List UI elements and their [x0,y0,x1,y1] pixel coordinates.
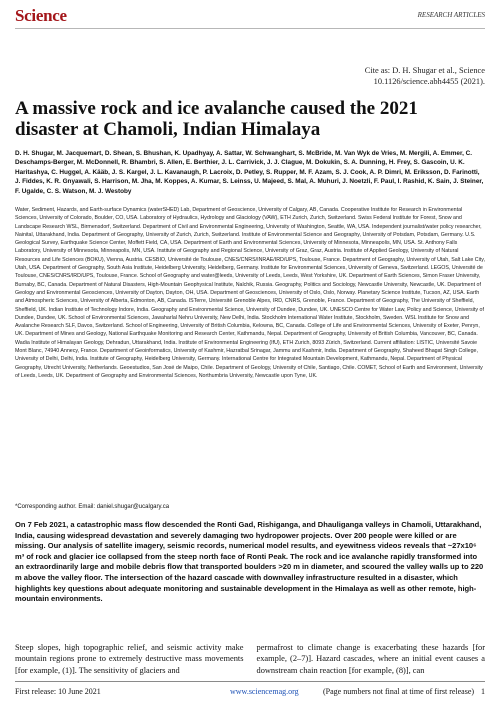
body-text [15,642,485,676]
page-number-note: (Page numbers not final at time of first release) [323,687,475,696]
body-column-left: Steep slopes, high topographic relief, and seismic activity make mountain regions prone to extremely destructive mass movements [for example, (1)]. The sensitivity of glaciers and [15,643,244,675]
affiliations: Water, Sediment, Hazards, and Earth-surface Dynamics (waterSHED) Lab, Department of Geoscience, University of Calgary, AB, Canada. Cooperative Institute for Research in Environmental Sciences, University of Colorado, Boulder, CO, USA. Laboratory of Hydraulics, Hydrology and Glaciology (VAW), ETH Zurich, Zurich, Switzerland. Swiss Federal Institute for Forest, Snow and Landscape Research WSL, Birmensdorf, Switzerland. Department of Civil and Environmental Engineering, University of Washington, Seattle, WA, USA. Independent journalist/water policy researcher, Nainital, Uttarakhand, India. Department of Geography, University of Zurich, Zurich, Switzerland. Institute of Environmental Science and Geography, University of Potsdam, Potsdam, Germany. U.S. Geological Survey, Earthquake Science Center, Moffett Field, CA, USA. Department of Earth and Environmental Sciences, University of Minnesota, Minneapolis, MN, USA. St. Anthony Falls Laboratory, University of Minnesota, Minneapolis, MN, USA. Institute of Geography and Regional Science, University of Graz, Graz, Austria. Institute of Applied Geology, University of Natural Resources and Life Sciences (BOKU), Vienna, Austria. CESBIO, Université de Toulouse, CNES/CNRS/INRAE/IRD/UPS, Toulouse, France. Department of Geography, University of Utah, Salt Lake City, Utah, USA. Department of Geography, South Asia Institute, Heidelberg University, Heidelberg, Germany. Institute for Environmental Sciences, University of Geneva, Switzerland. LEGOS, Université de Toulouse, CNES/CNRS/IRD/UPS, Toulouse, France. School of Geography and water@leeds, University of Leeds, Leeds, West Yorkshire, UK. Department of Earth Sciences, Simon Fraser University, Burnaby, BC, Canada. Department of Natural Disasters, High-Mountain Geophysical Institute, Nalchik, Russia. Geography, Politics and Sociology, Newcastle University, Newcastle, UK. Department of Geology and Environmental Geosciences, University of Dayton, Dayton, OH, USA. Department of Geosciences, University of Oslo, Oslo, Norway. Planetary Science Institute, Tucson, AZ, USA. Earth and Atmospheric Sciences, University of Alberta, Edmonton, AB, Canada. ISTerre, Université Grenoble Alpes, IRD, CNRS, Grenoble, France. Department of Geography, The University of Sheffield, Sheffield, UK. Indian Institute of Technology Indore, India. Geography and Environmental Science, University of Dundee, Dundee, UK. UNESCO Centre for Water Law, Policy and Science, University of Dundee, Dundee, UK. School of Environmental Sciences, Jawaharlal Nehru University, New Delhi, India. Stockholm International Water Institute, Stockholm, Sweden. WSL Institute for Snow and Avalanche Research SLF, Davos, Switzerland. School of Engineering, University of British Columbia, Kelowna, BC, Canada. College of Life and Environmental Sciences, University of Exeter, Penryn, UK. Department of Mines and Geology, National Earthquake Monitoring and Research Center, Kathmandu, Nepal. Department of Geography, University of British Columbia, Vancouver, BC, Canada. Wadia Institute of Himalayan Geology, Dehradun, Uttarakhand, India. Institute of Environmental Engineering (IfU), ETH Zurich, 8093 Zürich, Switzerland. Current affiliation: LISTIC, Université Savoie Mont Blanc, 74940 Annecy, France. Department of Geoinformatics, University of Kashmir, Hazratbal Srinagar, Jammu and Kashmir, India. Department of Geography, Shaheed Bhagat Singh College, University of Delhi, Delhi, India. Institute of Geography, Heidelberg University, Germany. International Centre for Integrated Mountain Development, Kathmandu, Nepal. Department of Physical Geography, Utrecht University, Netherlands. Geoestudios, San José de Maipo, Chile. Department of Geology, University of Chile, Santiago, Chile. COMET, School of Earth and Environment, University of Leeds, Leeds, UK. Department of Geography and Environmental Sciences, Northumbria University, Newcastle upon Tyne, UK. [15,207,485,379]
page-footer [15,686,485,697]
journal-link[interactable]: www.sciencemag.org [230,687,299,696]
journal-logo[interactable]: Science [15,6,67,25]
page-number: 1 [481,687,485,696]
abstract: On 7 Feb 2021, a catastrophic mass flow descended the Ronti Gad, Rishiganga, and Dhauliganga valleys in Chamoli, Uttarakhand, India, causing widespread devastation and severely damaging two hydropower projects. Over 200 people were killed or are missing. Our analysis of satellite imagery, seismic records, numerical model results, and eyewitness videos reveals that ~27x10⁶ m³ of rock and glacier ice collapsed from the steep north face of Ronti Peak. The rock and ice avalanche rapidly transformed into an extraordinarily large and mobile debris flow that transported boulders >20 m in diameter, and scoured the valley walls up to 220 m above the valley floor. The intersection of the hazard cascade with downvalley infrastructure resulted in a disaster, which highlights key questions about adequate monitoring and sustainable development in the Himalaya as well as other remote, high-mountain environments. [15,520,484,604]
release-date: First release: 10 June 2021 [15,687,101,696]
body-column-right: permafrost to climate change is exacerbating these hazards [for example, (2–7)]. Hazard cascades, where an initial event causes a downstream chain reaction [for example, (8)], can [256,643,485,675]
citation-line-1: Cite as: D. H. Shugar et al., Science [364,66,485,75]
header-divider [15,28,485,29]
citation-line-2: 10.1126/science.abh4455 (2021). [373,77,485,86]
article-title: A massive rock and ice avalanche caused the 2021 disaster at Chamoli, Indian Himalaya [15,98,418,140]
section-label: RESEARCH ARTICLES [417,11,485,19]
journal-header [15,6,485,26]
citation-block [255,65,485,87]
author-list: D. H. Shugar, M. Jacquemart, D. Shean, S. Bhushan, K. Upadhyay, A. Sattar, W. Schwanghart, S. McBride, M. Van Wyk de Vries, M. Mergili, A. Emmer, C. Deschamps-Berger, M. McDonnell, R. Bhambri, S. Allen, E. Berthier, J. L. Carrivick, J. J. Clague, M. Dokukin, S. A. Dunning, H. Frey, S. Gascoin, U. K. Haritashya, C. Huggel, A. Kääb, J. S. Kargel, J. L. Kavanaugh, P. Lacroix, D. Petley, S. Rupper, M. F. Azam, S. J. Cook, A. P. Dimri, M. Eriksson, D. Farinotti, J. Fiddes, K. R. Gnyawali, S. Harrison, M. Jha, M. Koppes, A. Kumar, S. Leinss, U. Majeed, S. Mal, A. Muhuri, J. Noetzli, F. Paul, I. Rashid, K. Sain, J. Steiner, F. Ugalde, C. S. Watson, M. J. Westoby [15,150,484,195]
footer-divider [15,681,485,682]
corresponding-author: *Corresponding author. Email: daniel.shugar@ucalgary.ca [15,504,170,510]
